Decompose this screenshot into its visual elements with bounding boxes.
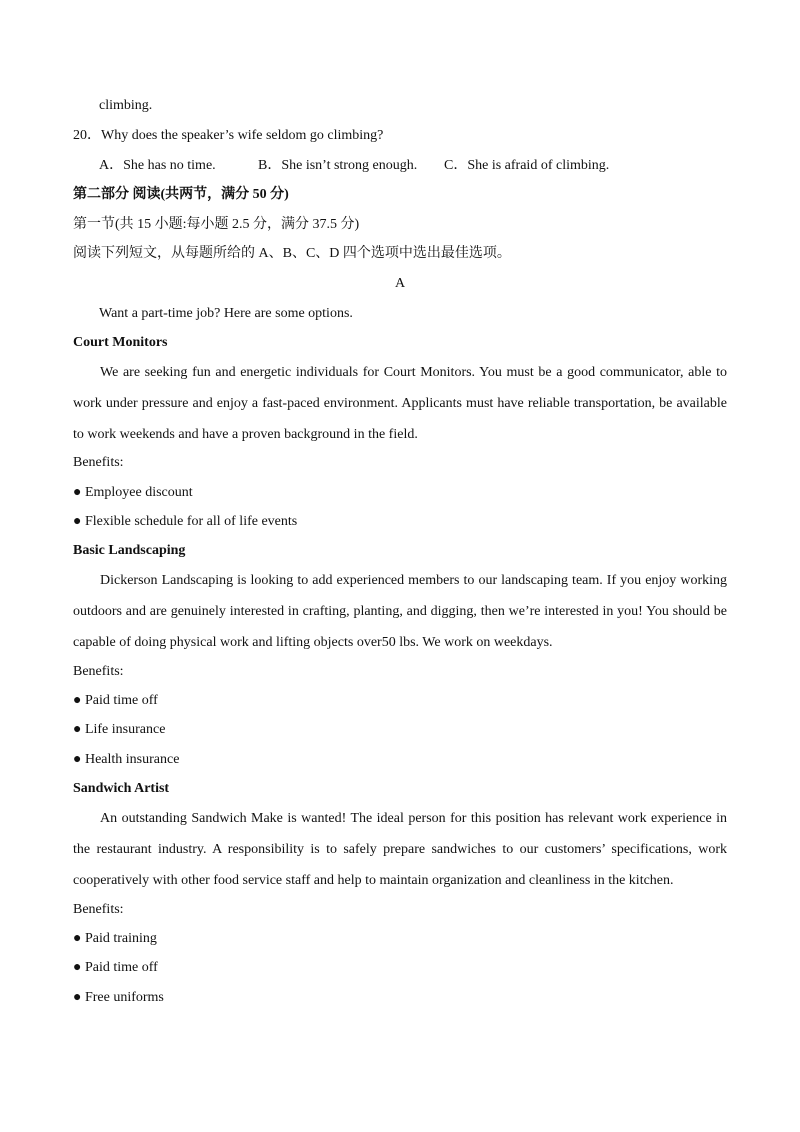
question-20-option-a: A．She has no time. [99, 158, 216, 173]
section-part-one: 第一节(共 15 小题:每小题 2.5 分，满分 37.5 分) [73, 217, 360, 232]
benefits-label: Benefits: [73, 664, 124, 679]
job-title: Court Monitors [73, 335, 168, 350]
benefit-item: ● Life insurance [73, 722, 166, 737]
previous-question-tail: climbing. [99, 98, 153, 113]
passage-intro: Want a part-time job? Here are some options. [99, 306, 353, 321]
section-title: 第二部分 阅读(共两节，满分 50 分) [73, 187, 289, 202]
job-title: Basic Landscaping [73, 543, 186, 558]
question-20-option-c: C．She is afraid of climbing. [444, 158, 610, 173]
benefit-item: ● Paid time off [73, 693, 158, 708]
benefit-item: ● Paid training [73, 931, 157, 946]
job-description: We are seeking fun and energetic individuals for Court Monitors. You must be a good communicator, able to work under pressure and enjoy a fast-paced environment. Applicants must have reliable transportation, be available to work weekends and have a proven background in the field. [73, 365, 727, 442]
question-20-stem: 20．Why does the speaker’s wife seldom go climbing? [73, 128, 384, 143]
benefits-label: Benefits: [73, 455, 124, 470]
benefit-item: ● Employee discount [73, 485, 193, 500]
benefit-item: ● Paid time off [73, 960, 158, 975]
job-title: Sandwich Artist [73, 781, 170, 796]
benefits-label: Benefits: [73, 902, 124, 917]
benefit-item: ● Health insurance [73, 752, 180, 767]
job-description: An outstanding Sandwich Make is wanted! The ideal person for this position has relevant work experience in the restaurant industry. A responsibility is to safely prepare sandwiches to our customers’ specifications, work cooperatively with other food service staff and help to maintain organization and cleanliness in the kitchen. [73, 811, 727, 888]
benefit-item: ● Free uniforms [73, 990, 164, 1005]
job-description: Dickerson Landscaping is looking to add experienced members to our landscaping team. If you enjoy working outdoors and are genuinely interested in crafting, planting, and digging, then we’re interested in you! You should be capable of doing physical work and lifting objects over50 lbs. We work on weekdays. [73, 573, 727, 650]
passage-label: A [394, 276, 406, 291]
question-20-option-b: B．She isn’t strong enough. [258, 158, 418, 173]
section-instruction: 阅读下列短文，从每题所给的 A、B、C、D 四个选项中选出最佳选项。 [73, 246, 511, 261]
benefit-item: ● Flexible schedule for all of life events [73, 514, 298, 529]
